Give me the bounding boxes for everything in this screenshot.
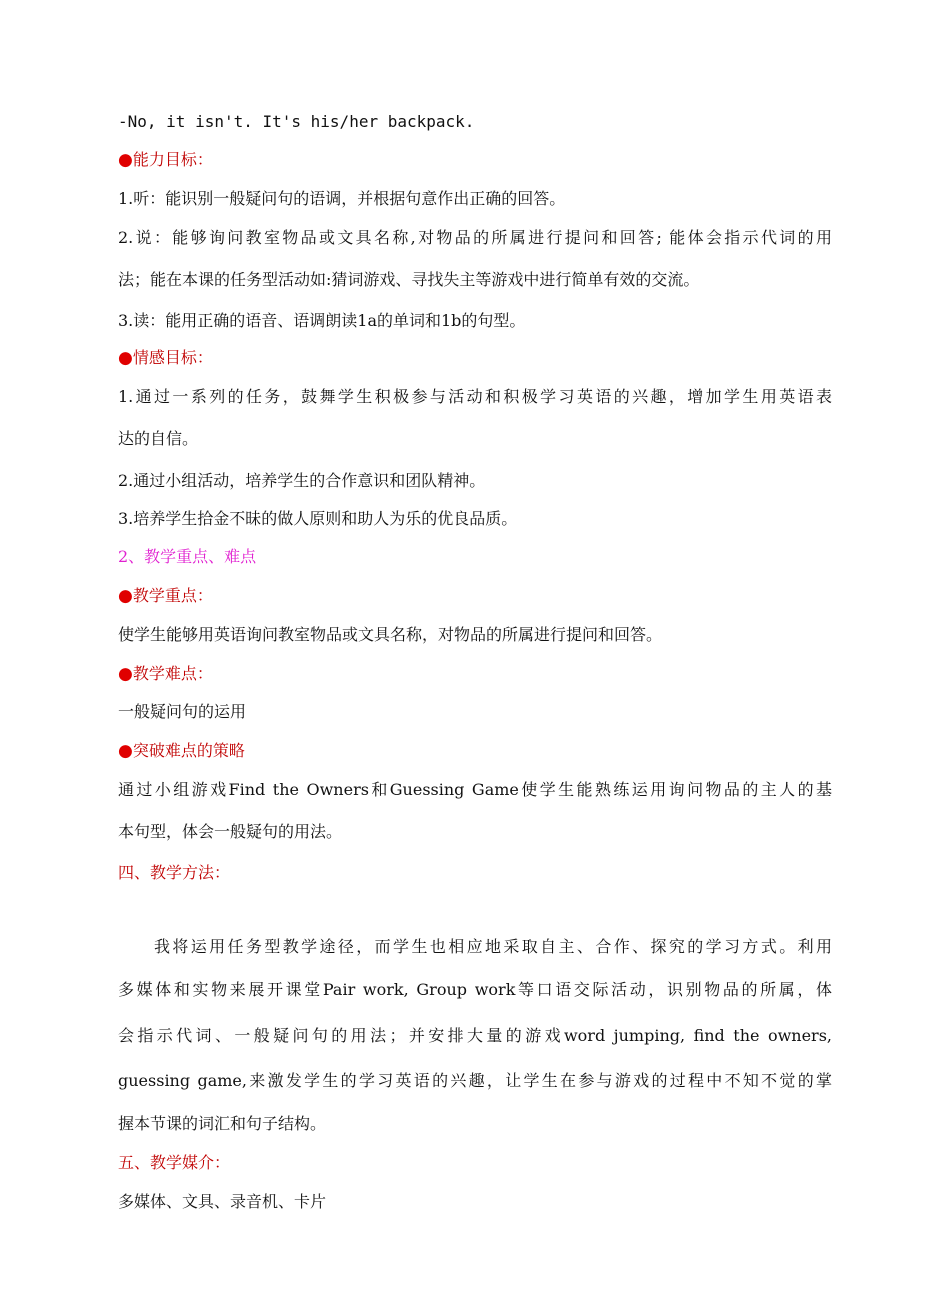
emotion-goal-1-line2: 达的自信。: [118, 429, 199, 448]
methods-paragraph-line1: 我将运用任务型教学途径，而学生也相应地采取自主、合作、探究的学习方式。利用: [154, 937, 832, 956]
ability-reading: 3.读：能用正确的语音、语调朗读1a的单词和1b的句型。: [118, 311, 526, 330]
bullet-icon: ●: [118, 741, 133, 761]
bullet-icon: ●: [118, 664, 133, 684]
difficult-points-heading: ●教学难点：: [118, 664, 213, 684]
key-points-heading: ●教学重点：: [118, 586, 213, 606]
difficult-points-text: 一般疑问句的运用: [118, 702, 247, 721]
emotion-goals-heading: ●情感目标：: [118, 348, 213, 368]
teaching-methods-heading: 四、教学方法：: [118, 863, 231, 882]
strategy-text-line1: 通过小组游戏Find the Owners和Guessing Game使学生能熟练运用询问物品的主人的基: [118, 780, 832, 799]
bullet-icon: ●: [118, 150, 133, 170]
emotion-goal-3: 3.培养学生拾金不昧的做人原则和助人为乐的优良品质。: [118, 509, 518, 528]
key-difficult-points-heading: 2、教学重点、难点: [118, 547, 257, 566]
dialogue-answer-line: -No, it isn't. It's his/her backpack.: [118, 112, 475, 131]
bullet-icon: ●: [118, 586, 133, 606]
methods-paragraph-line2: 多媒体和实物来展开课堂Pair work, Group work等口语交际活动，识别物品的所属，体: [118, 980, 832, 999]
bullet-icon: ●: [118, 348, 133, 368]
strategy-heading: ●突破难点的策略: [118, 741, 245, 761]
teaching-media-heading: 五、教学媒介：: [118, 1153, 231, 1172]
methods-paragraph-line3: 会指示代词、一般疑问句的用法；并安排大量的游戏word jumping, find the owners,: [118, 1026, 832, 1045]
methods-paragraph-line5: 握本节课的词汇和句子结构。: [118, 1114, 327, 1133]
teaching-media-text: 多媒体、文具、录音机、卡片: [118, 1192, 327, 1211]
methods-paragraph-line4: guessing game,来激发学生的学习英语的兴趣，让学生在参与游戏的过程中不知不觉的掌: [118, 1071, 832, 1090]
ability-speaking-line1: 2.说：能够询问教室物品或文具名称,对物品的所属进行提问和回答; 能体会指示代词的用: [118, 228, 832, 247]
ability-goals-heading: ●能力目标：: [118, 150, 213, 170]
emotion-goal-1-line1: 1.通过一系列的任务，鼓舞学生积极参与活动和积极学习英语的兴趣，增加学生用英语表: [118, 387, 832, 406]
strategy-text-line2: 本句型，体会一般疑句的用法。: [118, 822, 343, 841]
ability-speaking-line2: 法；能在本课的任务型活动如:猜词游戏、寻找失主等游戏中进行简单有效的交流。: [118, 270, 700, 289]
ability-listening: 1.听：能识别一般疑问句的语调，并根据句意作出正确的回答。: [118, 189, 566, 208]
key-points-text: 使学生能够用英语询问教室物品或文具名称，对物品的所属进行提问和回答。: [118, 625, 663, 644]
emotion-goal-2: 2.通过小组活动，培养学生的合作意识和团队精神。: [118, 471, 486, 490]
